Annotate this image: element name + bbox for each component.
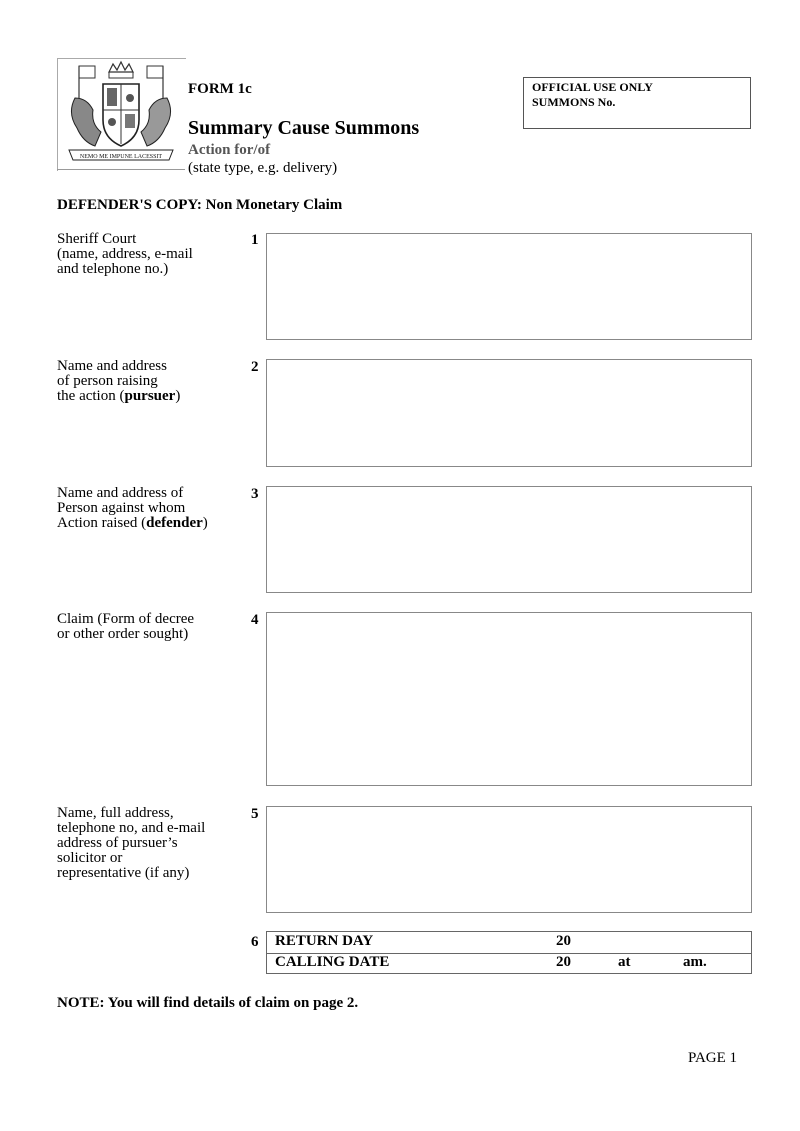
calling-date-row bbox=[267, 953, 751, 974]
section-2-label: Name and address of person raising the action (pursuer) bbox=[57, 358, 181, 404]
claim-details-note: NOTE: You will find details of claim on page 2. bbox=[57, 995, 359, 1011]
section-3-label: Name and address of Person against whom Action raised (defender) bbox=[57, 485, 208, 531]
calling-am-label: am. bbox=[683, 954, 707, 970]
return-day-label: RETURN DAY bbox=[275, 933, 374, 949]
sheriff-court-field[interactable] bbox=[266, 233, 752, 340]
crest-motto: NEMO ME IMPUNE LACESSIT bbox=[79, 154, 163, 160]
solicitor-field[interactable] bbox=[266, 806, 752, 913]
return-day-year[interactable]: 20 bbox=[556, 933, 571, 949]
section-4-number: 4 bbox=[251, 612, 259, 628]
claim-field[interactable] bbox=[266, 612, 752, 786]
defender-field[interactable] bbox=[266, 486, 752, 593]
page-number: PAGE 1 bbox=[688, 1050, 738, 1066]
dates-table bbox=[266, 931, 752, 974]
section-2-number: 2 bbox=[251, 359, 259, 375]
pursuer-field[interactable] bbox=[266, 359, 752, 467]
return-day-row bbox=[267, 932, 751, 954]
royal-crest-logo bbox=[57, 58, 185, 170]
action-label: Action for/of bbox=[188, 142, 271, 158]
section-1-label: Sheriff Court (name, address, e-mail and telephone no.) bbox=[57, 231, 193, 277]
section-5-number: 5 bbox=[251, 806, 259, 822]
official-use-label: OFFICIAL USE ONLY bbox=[532, 80, 653, 94]
section-6-number: 6 bbox=[251, 934, 259, 950]
official-use-box bbox=[523, 77, 751, 129]
page-title: Summary Cause Summons bbox=[188, 117, 420, 139]
section-1-number: 1 bbox=[251, 232, 259, 248]
form-number: FORM 1c bbox=[188, 81, 252, 97]
section-3-number: 3 bbox=[251, 486, 259, 502]
calling-date-year[interactable]: 20 bbox=[556, 954, 571, 970]
action-hint: (state type, e.g. delivery) bbox=[188, 160, 338, 176]
section-4-label: Claim (Form of decree or other order sought) bbox=[57, 611, 195, 642]
section-5-label: Name, full address, telephone no, and e-mail address of pursuer’s solicitor or representative (if any) bbox=[57, 805, 206, 881]
calling-date-label: CALLING DATE bbox=[275, 954, 390, 970]
calling-at-label: at bbox=[618, 954, 631, 970]
summons-number-label: SUMMONS No. bbox=[532, 95, 616, 109]
copy-heading: DEFENDER'S COPY: Non Monetary Claim bbox=[57, 197, 343, 213]
